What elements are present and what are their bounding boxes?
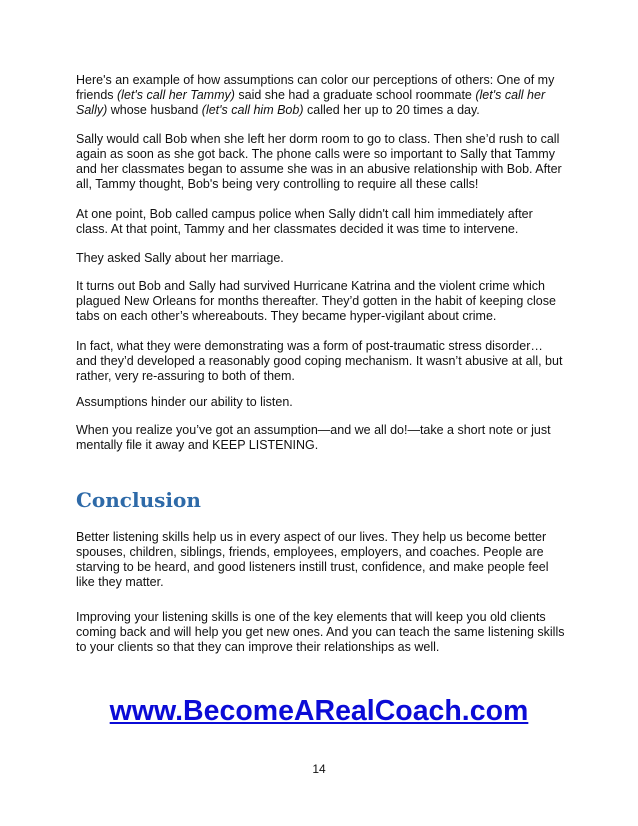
paragraph-hurricane-katrina: It turns out Bob and Sally had survived Hurricane Katrina and the violent crime which plagued New Orleans for months thereafter. They’d gotten in the habit of keeping close tabs on each other’s whereabouts. They became hyper-vigilant about crime. [76, 279, 556, 323]
paragraph-better-listening: Better listening skills help us in every aspect of our lives. They help us become better spouses, children, siblings, friends, employees, employers, and coaches. People are starving to be heard, and good listeners instill trust, confidence, and make people feel like they matter. [76, 530, 549, 589]
text-run: whose husband [107, 103, 202, 117]
page-number: 14 [312, 762, 326, 776]
italic-run: (let's call her Sally) [76, 88, 546, 117]
paragraph-ptsd: In fact, what they were demonstrating was a form of post-traumatic stress disorder… and they’d developed a reasonably good coping mechanism. It wasn’t abusive at all, but rather, very re-assuring to both of them. [76, 339, 563, 383]
paragraph-assumptions-hinder: Assumptions hinder our ability to listen. [76, 395, 293, 409]
paragraph-campus-police: At one point, Bob called campus police when Sally didn't call him immediately after class. At that point, Tammy and her classmates decided it was time to intervene. [76, 207, 533, 236]
paragraph-assumptions-example [76, 73, 566, 118]
paragraph-improving-skills: Improving your listening skills is one of the key elements that will keep you old clients coming back and will help you get new ones. And you can teach the same listening skills to your clients so that they can improve their relationships as well. [76, 610, 565, 654]
paragraph-asked-sally: They asked Sally about her marriage. [76, 251, 284, 265]
italic-run: (let's call him Bob) [201, 103, 304, 117]
italic-run: (let's call her Tammy) [117, 88, 235, 102]
paragraph-sally-calls: Sally would call Bob when she left her dorm room to go to class. Then she’d rush to call again as soon as she got back. The phone calls were so important to Sally that Tammy and her classmates began to assume she was in an abusive relationship with Bob. After all, Tammy thought, Bob's being very controlling to require all these calls! [76, 132, 562, 191]
paragraph-keep-listening: When you realize you’ve got an assumption—and we all do!—take a short note or just mentally file it away and KEEP LISTENING. [76, 423, 551, 452]
text-run: Here's an example of how assumptions can color our perceptions of others: One of my friends [76, 73, 555, 102]
text-run: said she had a graduate school roommate [234, 88, 476, 102]
section-heading-conclusion: Conclusion [76, 488, 201, 512]
text-run: called her up to 20 times a day. [303, 103, 480, 117]
website-link[interactable]: www.BecomeARealCoach.com [109, 695, 529, 727]
